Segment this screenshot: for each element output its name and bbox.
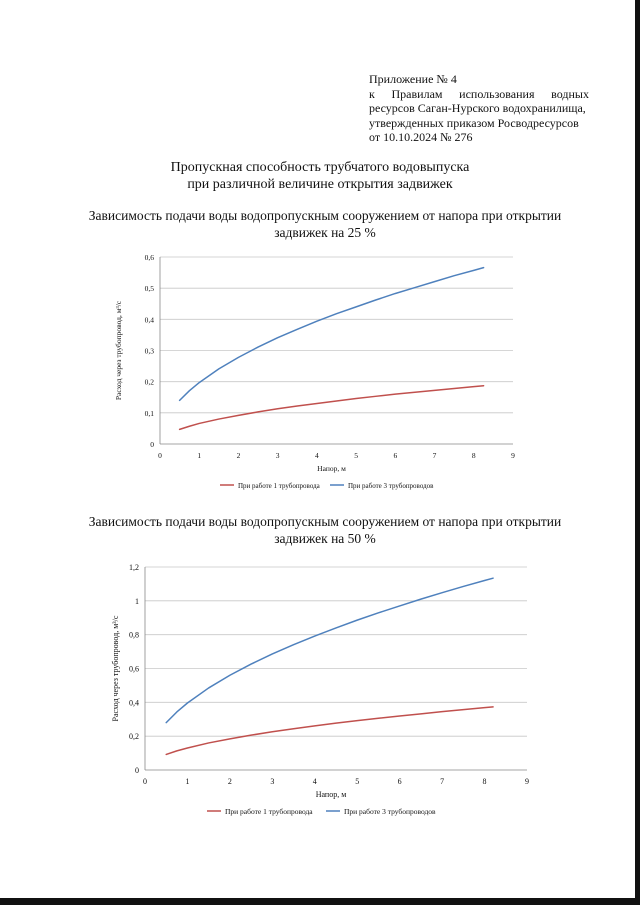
x-axis-label: Напор, м xyxy=(317,464,346,473)
series-line-1 xyxy=(180,386,484,430)
chart-1-title-line-2: задвижек на 25 % xyxy=(274,225,376,240)
y-tick-label: 0,8 xyxy=(129,630,139,640)
appendix-line-4: утвержденных приказом Росводресурсов xyxy=(369,115,579,130)
x-tick-label: 3 xyxy=(270,777,275,786)
x-axis-label: Напор, м xyxy=(315,790,347,799)
x-tick-label: 5 xyxy=(354,451,358,460)
x-tick-label: 5 xyxy=(355,777,360,786)
scan-edge-bottom xyxy=(0,898,640,905)
y-tick-label: 0 xyxy=(135,766,139,775)
x-tick-label: 9 xyxy=(525,777,529,786)
x-tick-label: 0 xyxy=(143,777,147,786)
y-tick-label: 0,5 xyxy=(144,284,154,294)
appendix-line-2: к Правилам использования водных xyxy=(369,86,589,101)
x-tick-label: 4 xyxy=(312,777,317,786)
appendix-line-3: ресурсов Саган-Нурского водохранилища, xyxy=(369,101,586,115)
y-tick-label: 0,1 xyxy=(144,408,154,418)
x-tick-label: 1 xyxy=(197,451,202,460)
appendix-header xyxy=(369,72,589,145)
scan-edge-right xyxy=(635,0,640,905)
document-title-line-2: при различной величине открытия задвижек xyxy=(187,177,453,192)
y-tick-label: 0,6 xyxy=(129,664,139,674)
legend-label-2: При работе 3 трубопроводов xyxy=(344,807,436,816)
chart-2-title-line-1: Зависимость подачи воды водопропускным сооружением от напора при открытии xyxy=(88,514,562,529)
x-tick-label: 1 xyxy=(185,777,190,786)
appendix-line-1: Приложение № 4 xyxy=(369,72,457,86)
y-tick-label: 0,4 xyxy=(144,315,154,325)
x-tick-label: 6 xyxy=(397,777,402,786)
y-tick-label: 0 xyxy=(150,440,154,449)
x-tick-label: 3 xyxy=(275,451,280,460)
appendix-line-5: от 10.10.2024 № 276 xyxy=(369,130,473,144)
x-tick-label: 6 xyxy=(393,451,398,460)
x-tick-label: 8 xyxy=(471,451,476,460)
chart-1-title-line-1: Зависимость подачи воды водопропускным сооружением от напора при открытии xyxy=(88,208,562,223)
legend-label-2: При работе 3 трубопроводов xyxy=(348,482,434,490)
document-title-line-1: Пропускная способность трубчатого водовыпуска xyxy=(170,160,470,175)
y-tick-label: 0,4 xyxy=(129,698,139,708)
series-line-2 xyxy=(180,268,484,401)
series-line-2 xyxy=(166,578,493,722)
y-axis-label: Расход через трубопровод, м³/с xyxy=(111,615,120,722)
chart-2 xyxy=(0,555,600,825)
document-title xyxy=(0,159,640,193)
x-tick-label: 9 xyxy=(511,451,515,460)
chart-2-title xyxy=(60,513,590,547)
y-tick-label: 0,3 xyxy=(144,346,154,356)
x-tick-label: 8 xyxy=(482,777,487,786)
x-tick-label: 7 xyxy=(440,777,445,786)
chart-1-title xyxy=(60,207,590,241)
legend-label-1: При работе 1 трубопровода xyxy=(238,482,320,490)
y-tick-label: 0,2 xyxy=(144,377,154,387)
series-line-1 xyxy=(166,707,493,755)
x-tick-label: 0 xyxy=(158,451,162,460)
y-tick-label: 0,2 xyxy=(129,732,139,742)
x-tick-label: 4 xyxy=(315,451,319,460)
x-tick-label: 2 xyxy=(227,777,232,786)
y-tick-label: 1,2 xyxy=(129,563,139,572)
chart-2-title-line-2: задвижек на 50 % xyxy=(274,531,376,546)
y-axis-label: Расход через трубопровод, м³/с xyxy=(114,300,123,401)
y-tick-label: 0,6 xyxy=(144,253,154,262)
chart-1 xyxy=(0,240,600,500)
legend-label-1: При работе 1 трубопровода xyxy=(225,807,313,816)
x-tick-label: 7 xyxy=(432,451,437,460)
x-tick-label: 2 xyxy=(236,451,241,460)
y-tick-label: 1 xyxy=(135,596,139,606)
